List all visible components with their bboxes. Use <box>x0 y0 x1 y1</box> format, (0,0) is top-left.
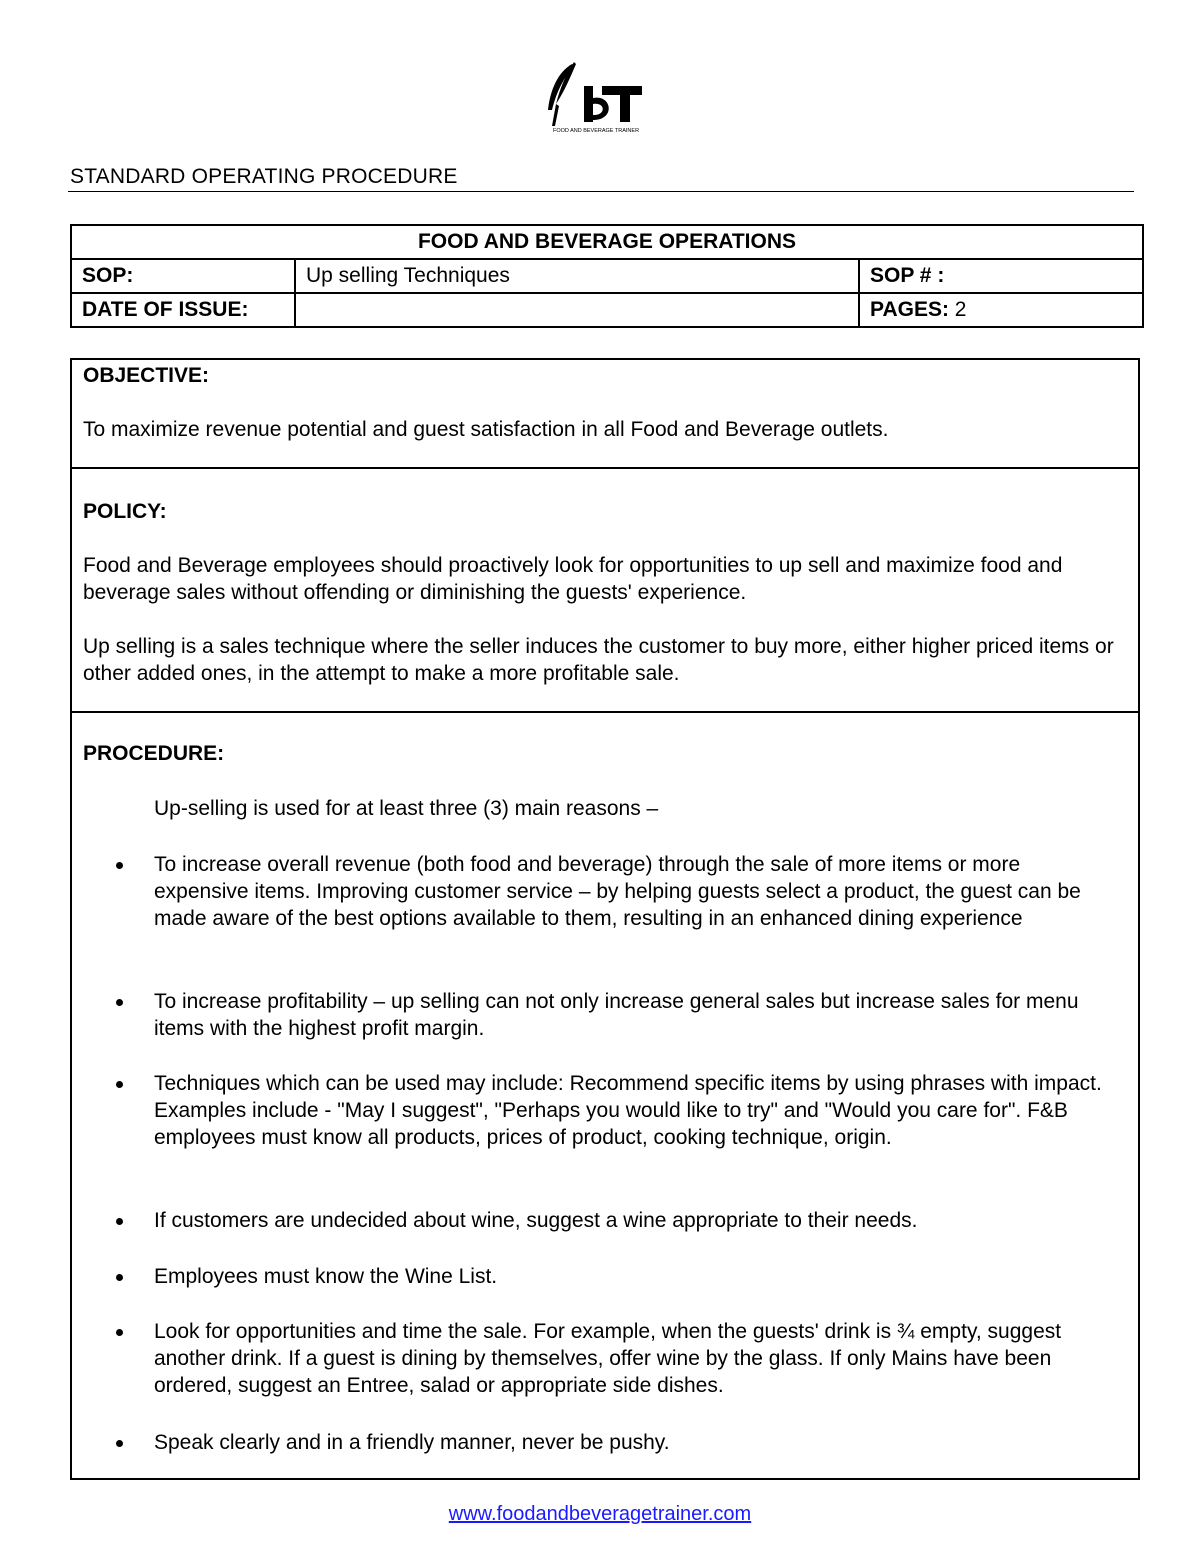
list-item-text: If customers are undecided about wine, suggest a wine appropriate to their needs. <box>154 1209 918 1232</box>
sop-header-table <box>70 224 1144 328</box>
department-title: FOOD AND BEVERAGE OPERATIONS <box>71 225 1143 259</box>
bullet-icon <box>116 1218 123 1225</box>
policy-paragraph: Food and Beverage employees should proactively look for opportunities to up sell and maximize food and beverage sales without offending or diminishing the guests' experience. <box>83 554 1063 604</box>
brand-logo <box>544 58 648 134</box>
list-item-text: Employees must know the Wine List. <box>154 1265 498 1288</box>
bullet-icon <box>116 862 123 869</box>
sop-label: SOP: <box>71 259 295 293</box>
bullet-icon <box>116 1329 123 1336</box>
pages-value: 2 <box>948 298 967 321</box>
sop-value: Up selling Techniques <box>295 259 859 293</box>
header-rule <box>68 191 1134 192</box>
date-of-issue-label: DATE OF ISSUE: <box>71 293 295 327</box>
date-of-issue-value <box>295 293 859 327</box>
procedure-lead: Up-selling is used for at least three (3) main reasons – <box>154 797 659 820</box>
section-divider <box>72 711 1138 713</box>
document-type: STANDARD OPERATING PROCEDURE <box>70 165 458 188</box>
pages-cell <box>859 293 1143 327</box>
section-divider <box>72 467 1138 469</box>
objective-heading: OBJECTIVE: <box>83 364 210 387</box>
list-item-text: Speak clearly and in a friendly manner, never be pushy. <box>154 1431 670 1454</box>
sop-number-label: SOP # : <box>870 264 945 287</box>
list-item-text: To increase profitability – up selling can not only increase general sales but increase sales for menu items with the highest profit margin. <box>154 990 1079 1040</box>
policy-heading: POLICY: <box>83 500 167 523</box>
sop-number-cell <box>859 259 1143 293</box>
sop-body-box <box>70 358 1140 1480</box>
bullet-icon <box>116 999 123 1006</box>
policy-paragraph: Up selling is a sales technique where the seller induces the customer to buy more, either higher priced items or other added ones, in the attempt to make a more profitable sale. <box>83 635 1114 685</box>
bullet-icon <box>116 1274 123 1281</box>
list-item-text: Look for opportunities and time the sale. For example, when the guests' drink is ¾ empty, suggest another drink. If a guest is dining by themselves, offer wine by the glass. If only Mains have been ordered, suggest an Entree, salad or appropriate side dishes. <box>154 1320 1062 1397</box>
pages-label: PAGES: <box>870 298 949 321</box>
bullet-icon <box>116 1081 123 1088</box>
list-item-text: To increase overall revenue (both food and beverage) through the sale of more items or more expensive items. Improving customer service – by helping guests select a product, the guest can be made aware of the best options available to them, resulting in an enhanced dining experience <box>154 853 1081 930</box>
website-link[interactable]: www.foodandbeveragetrainer.com <box>448 1503 752 1525</box>
objective-text: To maximize revenue potential and guest satisfaction in all Food and Beverage outlets. <box>83 418 889 441</box>
procedure-heading: PROCEDURE: <box>83 742 225 765</box>
bullet-icon <box>116 1440 123 1447</box>
logo-tagline: FOOD AND BEVERAGE TRAINER <box>552 128 640 134</box>
list-item-text: Techniques which can be used may include: Recommend specific items by using phrases with impact. Examples include - "May I suggest", "Perhaps you would like to try" and "Would you care for". F&B employees must know all products, prices of product, cooking technique, origin. <box>154 1072 1102 1149</box>
